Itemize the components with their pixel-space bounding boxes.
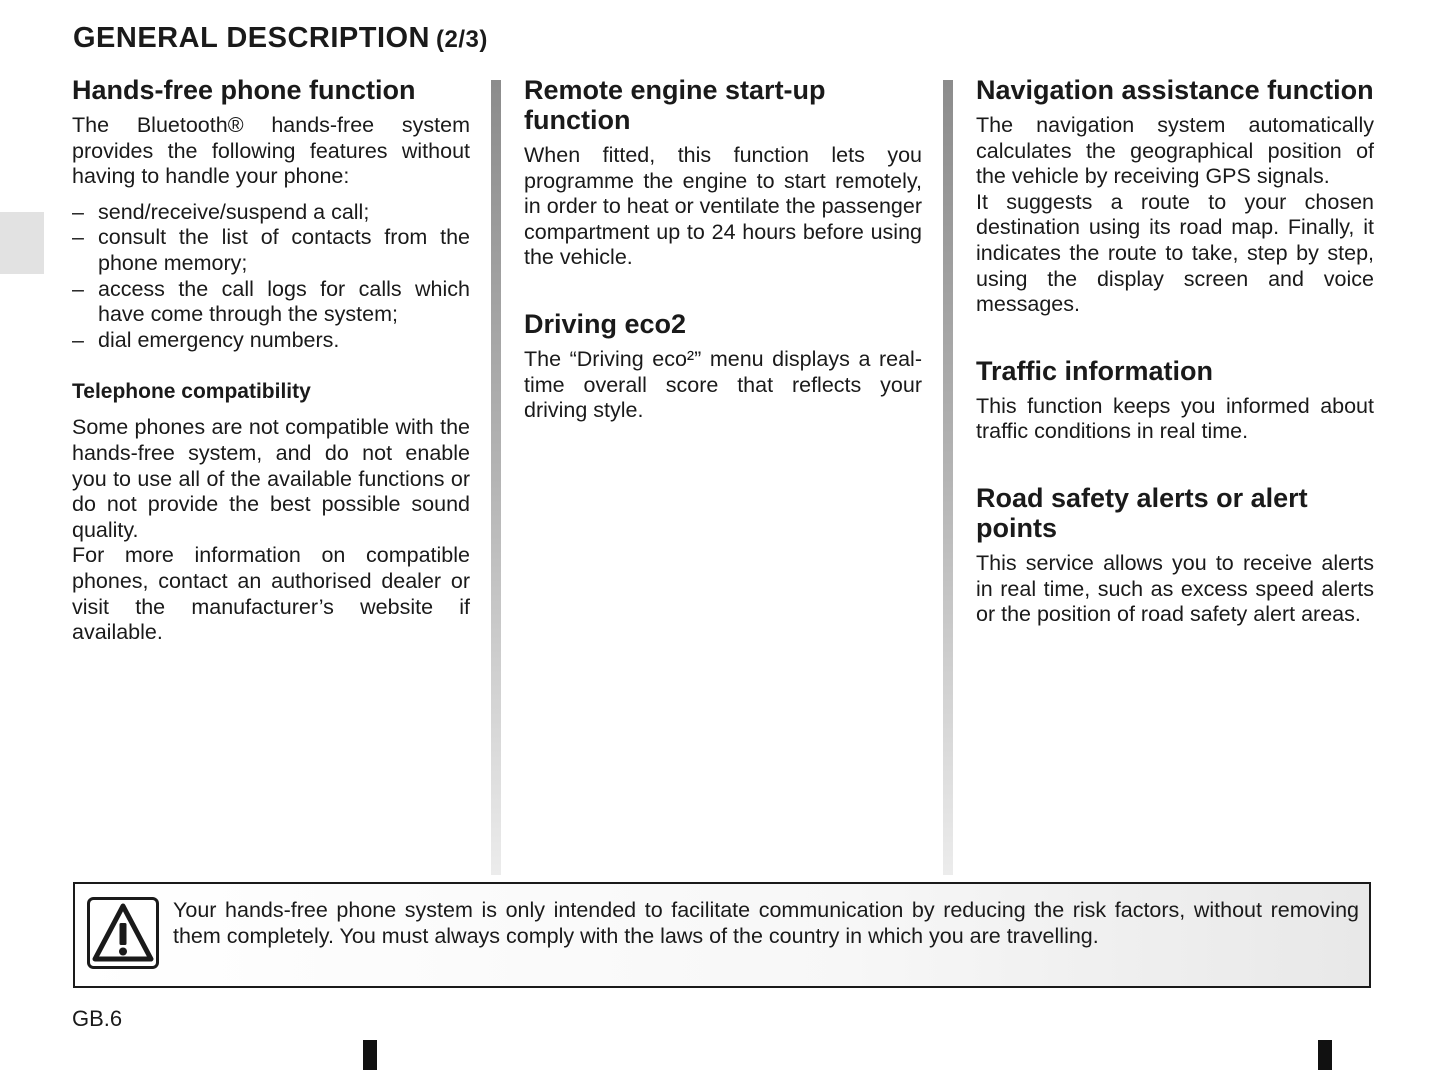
crop-mark xyxy=(363,1040,377,1070)
compatibility-info-paragraph: For more information on compatible phones, contact an authorised dealer or visit the manufacturer’s website if available. xyxy=(72,543,470,645)
column-remote-start xyxy=(524,75,922,424)
column-navigation xyxy=(976,75,1374,628)
list-item: – consult the list of contacts from the phone memory; xyxy=(72,225,470,276)
subheading-telephone-compatibility: Telephone compatibility xyxy=(72,380,311,404)
page-number: GB.6 xyxy=(72,1006,123,1031)
column-divider xyxy=(943,80,953,875)
heading-driving-eco2: Driving eco2 xyxy=(524,308,687,339)
list-item: – access the call logs for calls which have come through the system; xyxy=(72,277,470,328)
traffic-information-text: This function keeps you informed about traffic conditions in real time. xyxy=(976,393,1374,444)
side-tab-marker xyxy=(0,212,44,274)
heading-road-safety-alerts: Road safety alerts or alert points xyxy=(976,482,1308,543)
page-title-part: (2/3) xyxy=(436,26,488,53)
heading-hands-free: Hands-free phone function xyxy=(72,75,416,105)
list-item: – send/receive/suspend a call; xyxy=(72,200,470,226)
remote-start-text: When fitted, this function lets you programme the engine to start remotely, in order to heat or ventilate the passenger compartment up to 24 hours before using the vehicle. xyxy=(524,143,923,270)
column-divider xyxy=(491,80,501,875)
list-item: – dial emergency numbers. xyxy=(72,328,470,354)
warning-triangle-icon xyxy=(87,897,159,969)
crop-mark xyxy=(1318,1040,1332,1070)
column-hands-free xyxy=(72,75,470,646)
warning-text: Your hands-free phone system is only intended to facilitate communication by reducing the risk factors, without removing them completely. You must always comply with the laws of the country in which you are travelling. xyxy=(173,898,1359,948)
page-title xyxy=(73,22,488,55)
navigation-text-gps: The navigation system automatically calculates the geographical position of the vehicle by receiving GPS signals. xyxy=(976,113,1374,189)
heading-navigation-assistance: Navigation assistance function xyxy=(976,75,1374,105)
warning-box xyxy=(73,882,1371,988)
road-safety-alerts-text: This service allows you to receive alerts in real time, such as excess speed alerts or the position of road safety alert areas. xyxy=(976,550,1374,627)
hands-free-intro: The Bluetooth® hands-free system provides the following features without having to handle your phone: xyxy=(72,113,470,189)
compatibility-paragraph: Some phones are not compatible with the hands-free system, and do not enable you to use all of the available functions or do not provide the best possible sound quality. xyxy=(72,415,470,542)
navigation-text-route: It suggests a route to your chosen destination using its road map. Finally, it indicates the route to take, step by step, using the display screen and voice messages. xyxy=(976,189,1374,317)
page-title-text: GENERAL DESCRIPTION xyxy=(73,22,431,54)
heading-traffic-information: Traffic information xyxy=(976,355,1214,386)
driving-eco2-text: The “Driving eco²” menu displays a real-time overall score that reflects your driving style. xyxy=(524,346,922,423)
hands-free-feature-list xyxy=(72,200,470,354)
heading-remote-start: Remote engine start-up function xyxy=(524,75,826,135)
